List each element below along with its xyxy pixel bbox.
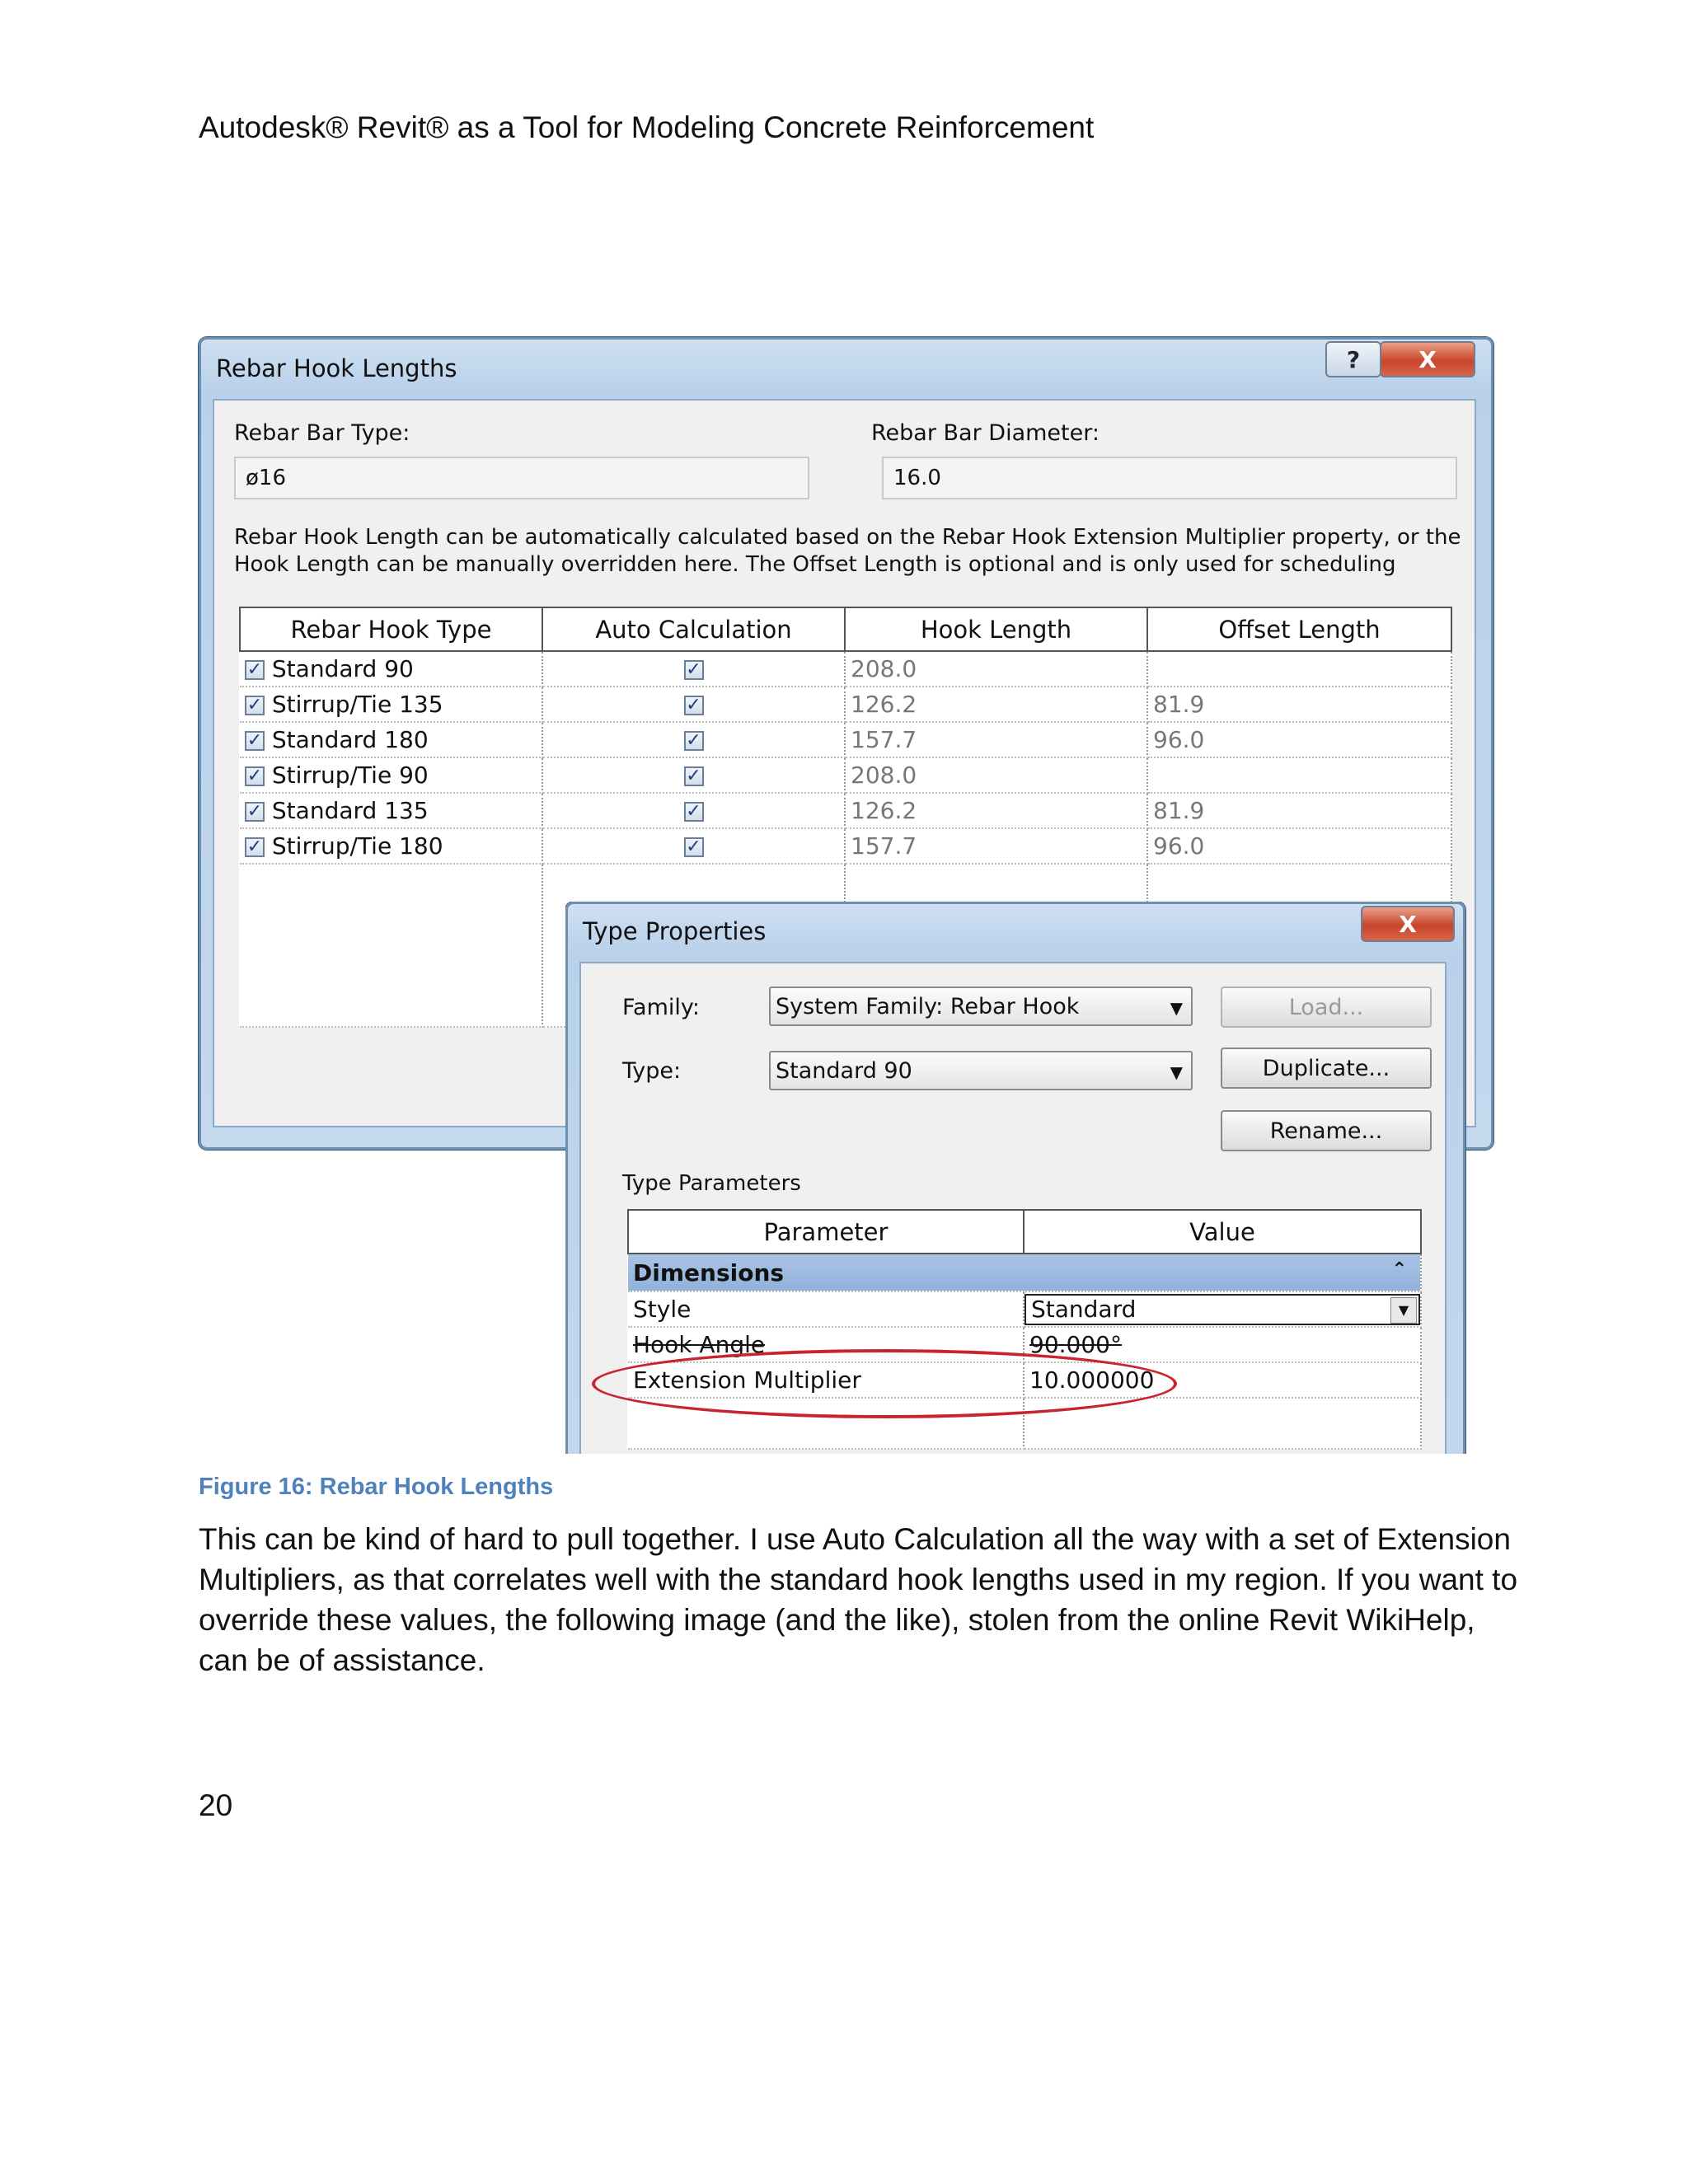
family-value: System Family: Rebar Hook <box>776 993 1080 1019</box>
hook-type: Standard 90 <box>271 655 414 682</box>
collapse-icon[interactable]: ⌃ <box>1391 1259 1407 1280</box>
column-header[interactable]: Auto Calculation <box>542 607 845 651</box>
table-row[interactable] <box>240 651 1451 687</box>
table-row[interactable] <box>240 793 1451 828</box>
checkbox-icon[interactable]: ✓ <box>245 766 265 786</box>
bar-type-field[interactable]: ø16 <box>234 457 809 499</box>
checkbox-icon[interactable]: ✓ <box>684 660 704 680</box>
table-row[interactable] <box>240 757 1451 793</box>
type-select[interactable] <box>769 1051 1193 1090</box>
param-value[interactable]: 10.000000 <box>1024 1362 1421 1398</box>
checkbox-icon[interactable]: ✓ <box>684 837 704 857</box>
param-name: Style <box>628 1291 1024 1327</box>
type-parameters-label: Type Parameters <box>622 1171 801 1196</box>
close-button[interactable] <box>1361 906 1455 942</box>
table-row[interactable] <box>240 828 1451 864</box>
offset-length[interactable]: 96.0 <box>1147 828 1451 864</box>
dialog-title: Rebar Hook Lengths <box>216 354 457 382</box>
close-button[interactable] <box>1380 341 1475 377</box>
checkbox-icon[interactable]: ✓ <box>245 696 265 715</box>
offset-length[interactable]: 96.0 <box>1147 722 1451 757</box>
family-select[interactable] <box>769 987 1193 1026</box>
offset-length[interactable] <box>1147 651 1451 687</box>
bar-type-label: Rebar Bar Type: <box>234 420 410 446</box>
group-label: Dimensions <box>633 1258 785 1286</box>
hook-length[interactable]: 126.2 <box>845 793 1147 828</box>
dialog-title: Type Properties <box>583 917 767 945</box>
offset-length[interactable] <box>1147 757 1451 793</box>
hook-length[interactable]: 157.7 <box>845 828 1147 864</box>
hook-type: Standard 180 <box>271 726 429 753</box>
hook-type: Standard 135 <box>271 797 429 824</box>
figure-caption: Figure 16: Rebar Hook Lengths <box>199 1474 554 1500</box>
dropdown-arrow-icon: ▼ <box>1390 1297 1417 1324</box>
type-value: Standard 90 <box>776 1057 912 1084</box>
offset-length[interactable]: 81.9 <box>1147 687 1451 722</box>
hook-type: Stirrup/Tie 90 <box>271 762 429 789</box>
checkbox-icon[interactable]: ✓ <box>245 837 265 857</box>
param-value[interactable]: 90.000° <box>1024 1327 1421 1362</box>
table-row[interactable] <box>628 1291 1421 1327</box>
close-icon: X <box>1399 910 1417 938</box>
checkbox-icon[interactable]: ✓ <box>684 696 704 715</box>
style-value: Standard <box>1031 1296 1137 1323</box>
column-header[interactable]: Hook Length <box>845 607 1147 651</box>
dropdown-arrow-icon: ▼ <box>1170 998 1183 1018</box>
table-row[interactable] <box>240 687 1451 722</box>
close-icon: X <box>1418 345 1437 373</box>
hook-description: Rebar Hook Length can be automatically calculated based on the Rebar Hook Extension Multiplier property, or the Hook Length can be manually overridden here. The Offset Length is optional and is only used for scheduling <box>234 525 1461 577</box>
offset-length[interactable]: 81.9 <box>1147 793 1451 828</box>
dropdown-arrow-icon: ▼ <box>1170 1062 1183 1082</box>
style-select[interactable] <box>1025 1294 1420 1325</box>
column-header[interactable]: Offset Length <box>1147 607 1451 651</box>
highlight-ellipse <box>592 1349 1177 1418</box>
hook-type: Stirrup/Tie 135 <box>271 691 443 718</box>
page-header: Autodesk® Revit® as a Tool for Modeling Concrete Reinforcement <box>199 110 1095 144</box>
checkbox-icon[interactable]: ✓ <box>245 731 265 751</box>
bar-diameter-field[interactable]: 16.0 <box>882 457 1457 499</box>
hook-length[interactable]: 126.2 <box>845 687 1147 722</box>
column-header[interactable]: Value <box>1024 1210 1421 1254</box>
type-label: Type: <box>622 1058 682 1084</box>
checkbox-icon[interactable]: ✓ <box>684 766 704 786</box>
hook-length[interactable]: 157.7 <box>845 722 1147 757</box>
table-row[interactable] <box>240 722 1451 757</box>
hook-length[interactable]: 208.0 <box>845 651 1147 687</box>
family-label: Family: <box>622 995 701 1020</box>
column-header[interactable]: Rebar Hook Type <box>240 607 542 651</box>
page-number: 20 <box>199 1788 233 1822</box>
body-paragraph: This can be kind of hard to pull together. I use Auto Calculation all the way with a set of Extension Multipliers, as that correlates well with the standard hook lengths used in my region. If you want to override these values, the following image (and the like), stolen from the online Revit WikiHelp, can be of assistance. <box>199 1522 1518 1677</box>
checkbox-icon[interactable]: ✓ <box>684 731 704 751</box>
help-button[interactable] <box>1325 341 1381 377</box>
rename-button[interactable]: Rename... <box>1221 1110 1432 1151</box>
column-header[interactable]: Parameter <box>628 1210 1024 1254</box>
bar-diameter-label: Rebar Bar Diameter: <box>871 420 1100 446</box>
help-icon: ? <box>1346 345 1361 373</box>
load-button[interactable]: Load... <box>1221 987 1432 1028</box>
checkbox-icon[interactable]: ✓ <box>245 660 265 680</box>
checkbox-icon[interactable]: ✓ <box>245 802 265 822</box>
hook-type: Stirrup/Tie 180 <box>271 832 443 860</box>
param-name: Extension Multiplier <box>628 1362 1024 1398</box>
checkbox-icon[interactable]: ✓ <box>684 802 704 822</box>
param-name: Hook Angle <box>628 1327 1024 1362</box>
group-row[interactable] <box>628 1254 1421 1291</box>
hook-length[interactable]: 208.0 <box>845 757 1147 793</box>
duplicate-button[interactable]: Duplicate... <box>1221 1047 1432 1089</box>
